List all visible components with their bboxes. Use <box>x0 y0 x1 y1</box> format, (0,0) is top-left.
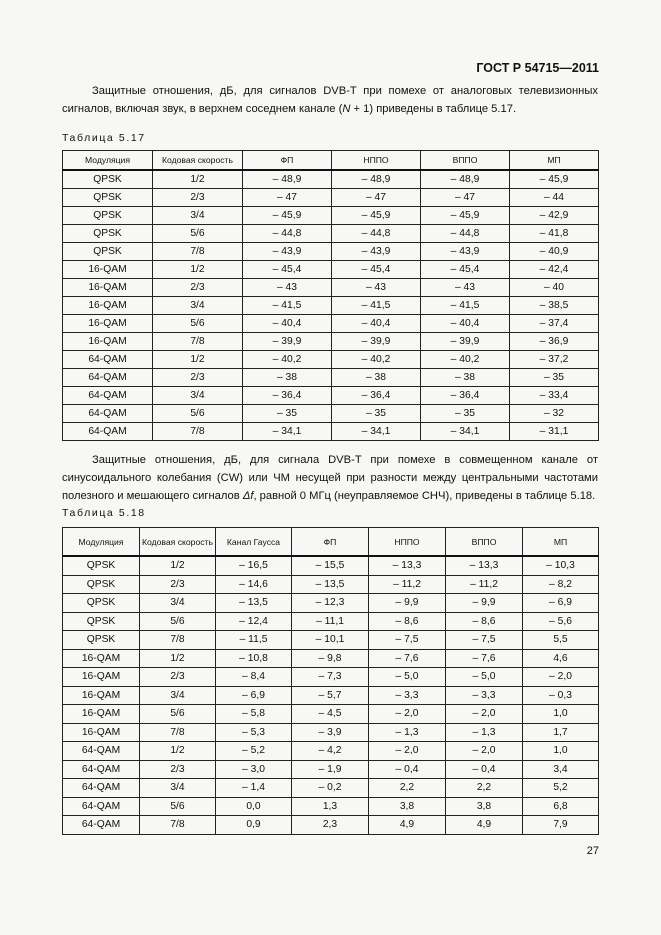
table-row <box>63 170 599 189</box>
table-cell: – 5,7 <box>292 686 369 705</box>
table-cell: QPSK <box>63 594 140 613</box>
table-cell: 64-QAM <box>63 742 140 761</box>
table-cell: – 0,4 <box>446 760 523 779</box>
table-cell: – 35 <box>332 405 421 423</box>
table-cell: 16-QAM <box>63 705 140 724</box>
table-cell: – 44,8 <box>421 225 510 243</box>
column-header: Кодовая скорость <box>153 151 243 171</box>
table-cell: – 43 <box>243 279 332 297</box>
table-cell: QPSK <box>63 575 140 594</box>
table-cell: – 1,4 <box>216 779 292 798</box>
table-cell: – 7,5 <box>369 631 446 650</box>
table-row <box>63 405 599 423</box>
table-cell: 5/6 <box>140 612 216 631</box>
table-cell: – 5,3 <box>216 723 292 742</box>
table-cell: – 35 <box>243 405 332 423</box>
table-cell: 2,2 <box>369 779 446 798</box>
table-header-row <box>63 151 599 171</box>
table-cell: – 7,3 <box>292 668 369 687</box>
table-cell: – 36,9 <box>510 333 599 351</box>
table-row <box>63 297 599 315</box>
table-cell: – 40,4 <box>421 315 510 333</box>
table-cell: – 13,3 <box>446 556 523 575</box>
table-cell: – 39,9 <box>243 333 332 351</box>
table-row <box>63 631 599 650</box>
table-cell: – 8,6 <box>446 612 523 631</box>
table-cell: 64-QAM <box>63 816 140 835</box>
table-cell: 3/4 <box>153 297 243 315</box>
table-cell: – 40,9 <box>510 243 599 261</box>
table-row <box>63 333 599 351</box>
table-cell: 6,8 <box>523 797 599 816</box>
variable-delta-f: Δf <box>242 490 254 502</box>
table-cell: 2,3 <box>292 816 369 835</box>
table-cell: 1/2 <box>153 351 243 369</box>
table-cell: 2/3 <box>153 369 243 387</box>
column-header: МП <box>510 151 599 171</box>
table-row <box>63 594 599 613</box>
table-cell: – 45,9 <box>243 207 332 225</box>
table-cell: 3/4 <box>140 594 216 613</box>
table-cell: QPSK <box>63 207 153 225</box>
table-cell: – 5,0 <box>369 668 446 687</box>
table-cell: – 15,5 <box>292 556 369 575</box>
table-cell: – 38 <box>332 369 421 387</box>
table-cell: 7/8 <box>153 333 243 351</box>
table-row <box>63 816 599 835</box>
table-cell: – 47 <box>421 189 510 207</box>
table-cell: – 2,0 <box>446 742 523 761</box>
table-cell: – 42,9 <box>510 207 599 225</box>
table-cell: – 40,2 <box>421 351 510 369</box>
paragraph-text: + 1) приведены в таблице 5.17. <box>350 103 517 115</box>
table-cell: – 40,2 <box>332 351 421 369</box>
table-cell: – 0,2 <box>292 779 369 798</box>
table-cell: – 35 <box>421 405 510 423</box>
table-cell: – 38 <box>421 369 510 387</box>
table-cell: – 35 <box>510 369 599 387</box>
table-cell: 64-QAM <box>63 351 153 369</box>
table-row <box>63 369 599 387</box>
table-cell: – 13,5 <box>216 594 292 613</box>
table-cell: – 48,9 <box>332 170 421 189</box>
table-cell: – 14,6 <box>216 575 292 594</box>
table-cell: – 9,8 <box>292 649 369 668</box>
table-cell: – 44,8 <box>243 225 332 243</box>
table-cell: 3,8 <box>446 797 523 816</box>
table-cell: – 43,9 <box>243 243 332 261</box>
table-cell: – 2,0 <box>369 742 446 761</box>
table-row <box>63 387 599 405</box>
table-cell: 5/6 <box>140 797 216 816</box>
table-row <box>63 779 599 798</box>
table-row <box>63 207 599 225</box>
page-number: 27 <box>586 845 599 857</box>
table-row <box>63 760 599 779</box>
table-cell: – 45,4 <box>243 261 332 279</box>
table-cell: – 40,4 <box>243 315 332 333</box>
table-cell: 0,0 <box>216 797 292 816</box>
table-cell: – 44,8 <box>332 225 421 243</box>
table-cell: – 11,2 <box>446 575 523 594</box>
table-row <box>63 351 599 369</box>
table-cell: – 41,5 <box>332 297 421 315</box>
table-cell: 16-QAM <box>63 315 153 333</box>
table-cell: – 3,0 <box>216 760 292 779</box>
table-cell: – 9,9 <box>369 594 446 613</box>
table-cell: 7/8 <box>140 631 216 650</box>
paragraph-text: , равной 0 МГц (неуправляемое СНЧ), приведены в таблице 5.18. <box>253 490 596 502</box>
table-cell: 5/6 <box>153 315 243 333</box>
table-5-17 <box>62 150 599 441</box>
table-cell: 0,9 <box>216 816 292 835</box>
table-cell: – 43 <box>332 279 421 297</box>
table-cell: 64-QAM <box>63 760 140 779</box>
table-cell: – 34,1 <box>243 423 332 441</box>
table-cell: – 47 <box>332 189 421 207</box>
column-header: ВППО <box>421 151 510 171</box>
table-cell: 4,6 <box>523 649 599 668</box>
table-row <box>63 575 599 594</box>
table-row <box>63 189 599 207</box>
column-header: Модуляция <box>63 151 153 171</box>
table-cell: 1,7 <box>523 723 599 742</box>
table-cell: – 41,5 <box>243 297 332 315</box>
table-cell: QPSK <box>63 612 140 631</box>
table-cell: 64-QAM <box>63 369 153 387</box>
table-cell: – 10,1 <box>292 631 369 650</box>
paragraph-table-5-17-intro <box>62 82 598 118</box>
table-cell: 64-QAM <box>63 423 153 441</box>
table-5-17-caption: Таблица 5.17 <box>62 132 146 144</box>
table-cell: – 4,5 <box>292 705 369 724</box>
table-cell: 16-QAM <box>63 261 153 279</box>
table-cell: – 45,9 <box>510 170 599 189</box>
table-cell: 64-QAM <box>63 405 153 423</box>
table-cell: – 37,2 <box>510 351 599 369</box>
table-cell: – 5,8 <box>216 705 292 724</box>
table-cell: 2/3 <box>140 668 216 687</box>
table-cell: 3/4 <box>140 779 216 798</box>
table-row <box>63 556 599 575</box>
table-row <box>63 225 599 243</box>
table-cell: – 7,5 <box>446 631 523 650</box>
table-cell: – 12,3 <box>292 594 369 613</box>
table-cell: 64-QAM <box>63 779 140 798</box>
table-cell: QPSK <box>63 556 140 575</box>
table-cell: 7/8 <box>140 816 216 835</box>
column-header: ФП <box>243 151 332 171</box>
table-cell: 16-QAM <box>63 668 140 687</box>
table-cell: 5,5 <box>523 631 599 650</box>
column-header: Модуляция <box>63 528 140 557</box>
table-cell: QPSK <box>63 170 153 189</box>
table-cell: – 48,9 <box>243 170 332 189</box>
table-cell: 5/6 <box>140 705 216 724</box>
table-cell: – 5,6 <box>523 612 599 631</box>
table-cell: 3,4 <box>523 760 599 779</box>
table-cell: 1,0 <box>523 705 599 724</box>
table-cell: – 7,6 <box>446 649 523 668</box>
column-header: Канал Гаусса <box>216 528 292 557</box>
table-cell: 7,9 <box>523 816 599 835</box>
table-cell: 16-QAM <box>63 723 140 742</box>
table-cell: – 3,3 <box>446 686 523 705</box>
table-row <box>63 668 599 687</box>
table-row <box>63 742 599 761</box>
table-cell: 7/8 <box>140 723 216 742</box>
document-code: ГОСТ Р 54715—2011 <box>476 61 599 75</box>
table-cell: – 45,4 <box>421 261 510 279</box>
column-header: МП <box>523 528 599 557</box>
table-cell: 1/2 <box>153 170 243 189</box>
table-cell: 16-QAM <box>63 649 140 668</box>
table-cell: – 5,0 <box>446 668 523 687</box>
table-cell: 2,2 <box>446 779 523 798</box>
table-cell: – 10,3 <box>523 556 599 575</box>
table-cell: – 39,9 <box>421 333 510 351</box>
table-cell: – 40 <box>510 279 599 297</box>
table-cell: 2/3 <box>153 279 243 297</box>
table-cell: – 4,2 <box>292 742 369 761</box>
table-cell: – 5,2 <box>216 742 292 761</box>
table-cell: – 36,4 <box>332 387 421 405</box>
table-cell: – 9,9 <box>446 594 523 613</box>
table-row <box>63 279 599 297</box>
table-cell: – 45,9 <box>421 207 510 225</box>
table-cell: – 36,4 <box>243 387 332 405</box>
table-cell: – 13,3 <box>369 556 446 575</box>
table-cell: – 37,4 <box>510 315 599 333</box>
table-cell: – 8,4 <box>216 668 292 687</box>
table-row <box>63 243 599 261</box>
table-cell: 64-QAM <box>63 797 140 816</box>
table-cell: – 2,0 <box>446 705 523 724</box>
table-cell: – 32 <box>510 405 599 423</box>
table-cell: 7/8 <box>153 243 243 261</box>
table-cell: QPSK <box>63 189 153 207</box>
table-row <box>63 423 599 441</box>
table-cell: 3,8 <box>369 797 446 816</box>
table-cell: – 11,1 <box>292 612 369 631</box>
table-cell: – 45,9 <box>332 207 421 225</box>
column-header: ФП <box>292 528 369 557</box>
table-5-18 <box>62 527 599 835</box>
table-cell: – 43,9 <box>332 243 421 261</box>
table-cell: – 0,3 <box>523 686 599 705</box>
table-cell: – 31,1 <box>510 423 599 441</box>
table-cell: – 2,0 <box>523 668 599 687</box>
table-cell: 16-QAM <box>63 279 153 297</box>
table-header-row <box>63 528 599 557</box>
table-cell: 1,0 <box>523 742 599 761</box>
column-header: ВППО <box>446 528 523 557</box>
table-cell: – 16,5 <box>216 556 292 575</box>
table-row <box>63 649 599 668</box>
table-cell: – 40,4 <box>332 315 421 333</box>
table-cell: QPSK <box>63 225 153 243</box>
table-cell: 2/3 <box>153 189 243 207</box>
table-cell: 3/4 <box>153 207 243 225</box>
table-cell: – 38,5 <box>510 297 599 315</box>
column-header: НППО <box>369 528 446 557</box>
table-cell: – 13,5 <box>292 575 369 594</box>
table-cell: – 41,8 <box>510 225 599 243</box>
table-cell: – 47 <box>243 189 332 207</box>
table-cell: – 1,3 <box>369 723 446 742</box>
table-cell: – 44 <box>510 189 599 207</box>
paragraph-text: Защитные отношения, дБ, для сигналов DVB-T при помехе от аналоговых телевизионных сигналов, включая звук, в верхнем соседнем канале ( <box>62 85 598 115</box>
table-row <box>63 261 599 279</box>
table-cell: – 11,5 <box>216 631 292 650</box>
table-cell: – 7,6 <box>369 649 446 668</box>
table-cell: 2/3 <box>140 760 216 779</box>
table-cell: 1/2 <box>140 556 216 575</box>
table-cell: 5,2 <box>523 779 599 798</box>
table-cell: 16-QAM <box>63 333 153 351</box>
table-cell: 5/6 <box>153 405 243 423</box>
table-cell: – 1,3 <box>446 723 523 742</box>
table-row <box>63 315 599 333</box>
table-cell: 1,3 <box>292 797 369 816</box>
column-header: НППО <box>332 151 421 171</box>
table-cell: 5/6 <box>153 225 243 243</box>
paragraph-text: Защитные отношения, дБ, для сигнала DVB-T при помехе в совмещенном канале от синусоидального колебания (CW) или ЧМ несущей при разности между центральными частотами полезного и мешающего сигналов <box>62 454 598 502</box>
table-cell: – 34,1 <box>421 423 510 441</box>
table-row <box>63 705 599 724</box>
table-cell: – 0,4 <box>369 760 446 779</box>
table-cell: – 2,0 <box>369 705 446 724</box>
table-cell: – 39,9 <box>332 333 421 351</box>
table-cell: 16-QAM <box>63 297 153 315</box>
table-cell: QPSK <box>63 243 153 261</box>
table-cell: – 34,1 <box>332 423 421 441</box>
table-cell: – 33,4 <box>510 387 599 405</box>
table-cell: 1/2 <box>153 261 243 279</box>
table-cell: – 48,9 <box>421 170 510 189</box>
table-cell: 4,9 <box>446 816 523 835</box>
table-row <box>63 723 599 742</box>
table-cell: 3/4 <box>153 387 243 405</box>
table-cell: 2/3 <box>140 575 216 594</box>
table-cell: – 3,9 <box>292 723 369 742</box>
table-cell: – 36,4 <box>421 387 510 405</box>
table-cell: – 8,2 <box>523 575 599 594</box>
table-cell: – 12,4 <box>216 612 292 631</box>
column-header: Кодовая скорость <box>140 528 216 557</box>
table-cell: – 38 <box>243 369 332 387</box>
table-cell: – 8,6 <box>369 612 446 631</box>
table-cell: 3/4 <box>140 686 216 705</box>
table-cell: – 41,5 <box>421 297 510 315</box>
table-row <box>63 797 599 816</box>
table-cell: QPSK <box>63 631 140 650</box>
table-cell: 1/2 <box>140 742 216 761</box>
table-cell: – 10,8 <box>216 649 292 668</box>
table-cell: – 45,4 <box>332 261 421 279</box>
table-cell: – 6,9 <box>523 594 599 613</box>
variable-n: N <box>342 103 351 115</box>
paragraph-table-5-18-intro <box>62 451 598 505</box>
table-cell: – 43 <box>421 279 510 297</box>
table-cell: 1/2 <box>140 649 216 668</box>
table-row <box>63 686 599 705</box>
table-cell: 64-QAM <box>63 387 153 405</box>
table-cell: – 40,2 <box>243 351 332 369</box>
table-cell: 16-QAM <box>63 686 140 705</box>
table-cell: – 42,4 <box>510 261 599 279</box>
table-cell: – 43,9 <box>421 243 510 261</box>
table-cell: 4,9 <box>369 816 446 835</box>
table-cell: 7/8 <box>153 423 243 441</box>
table-cell: – 6,9 <box>216 686 292 705</box>
table-cell: – 3,3 <box>369 686 446 705</box>
table-5-18-caption: Таблица 5.18 <box>62 507 146 519</box>
table-cell: – 11,2 <box>369 575 446 594</box>
table-cell: – 1,9 <box>292 760 369 779</box>
table-row <box>63 612 599 631</box>
